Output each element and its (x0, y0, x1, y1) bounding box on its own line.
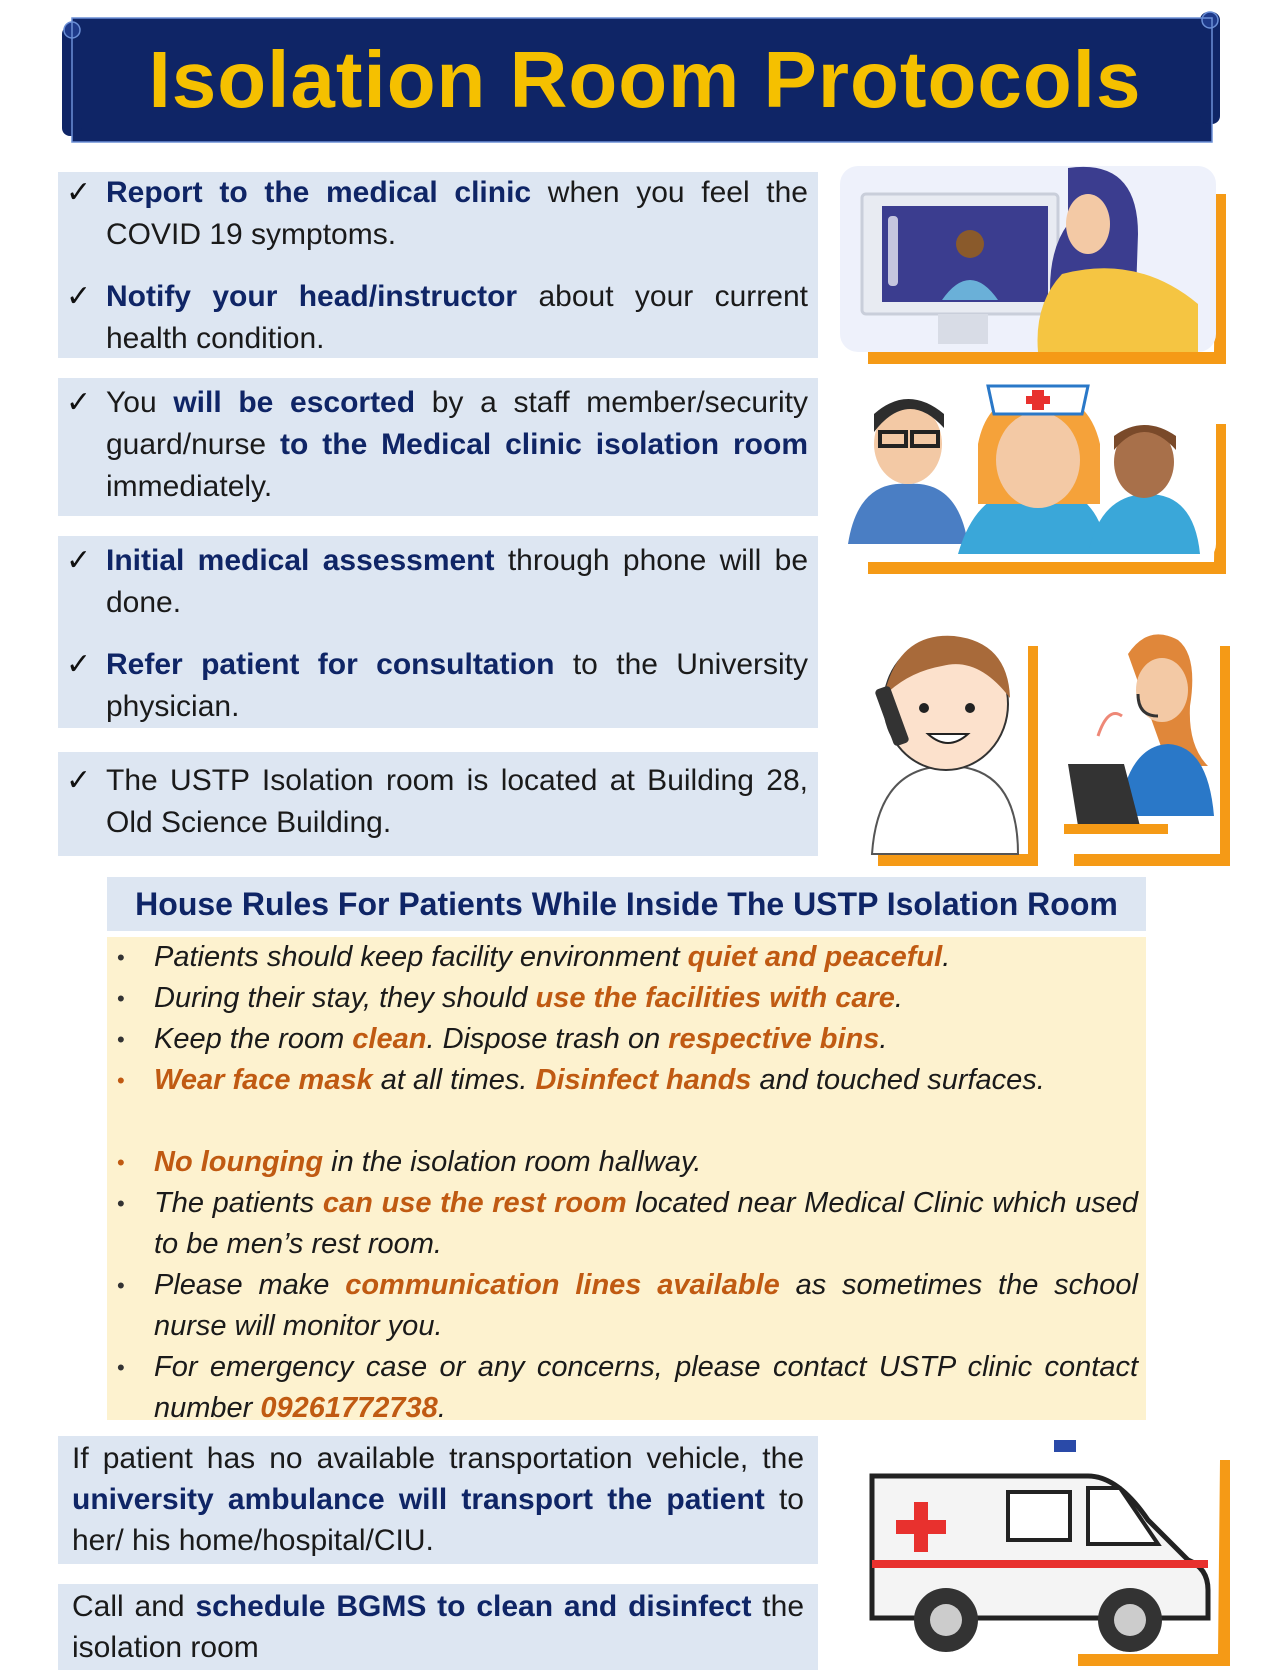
cleaning-note: Call and schedule BGMS to clean and disinfect the isolation room (58, 1584, 818, 1670)
protocol-panel-1 (58, 172, 818, 358)
list-item: • During their stay, they should use the facilities with care. (117, 982, 903, 1014)
protocol-item-location: ✓ The USTP Isolation room is located at Building 28, Old Science Building. (58, 760, 818, 844)
list-item: • The patients can use the rest room located near Medical Clinic which used to be men’s rest room. (117, 1187, 1138, 1260)
protocol-panel-4 (58, 752, 818, 856)
list-item: • Keep the room clean. Dispose trash on respective bins. (117, 1023, 888, 1055)
protocol-item-escort: ✓ You will be escorted by a staff member/security guard/nurse to the Medical clinic isolation room immediately. (58, 382, 818, 508)
check-icon: ✓ (66, 280, 92, 313)
protocol-item-refer: ✓ Refer patient for consultation to the University physician. (58, 644, 818, 728)
house-rules-heading: House Rules For Patients While Inside The USTP Isolation Room (107, 877, 1146, 931)
nurse-on-phone-illustration (858, 616, 1044, 872)
protocol-item-report: ✓ Report to the medical clinic when you feel the COVID 19 symptoms. (58, 172, 818, 256)
check-icon: ✓ (66, 544, 92, 577)
protocol-panel-2 (58, 378, 818, 516)
protocol-panel-3 (58, 536, 818, 728)
check-icon: ✓ (66, 648, 92, 681)
page-title: Isolation Room Protocols (148, 35, 1142, 124)
check-icon: ✓ (66, 764, 92, 797)
telehealth-illustration (838, 164, 1234, 374)
list-item: • No lounging in the isolation room hallway. (117, 1146, 702, 1178)
nurse-headset-laptop-illustration (1058, 616, 1234, 872)
list-item: • For emergency case or any concerns, please contact USTP clinic contact number 09261772738. (117, 1351, 1138, 1424)
check-icon: ✓ (66, 386, 92, 419)
list-item: • Wear face mask at all times. Disinfect hands and touched surfaces. (117, 1064, 1045, 1096)
medical-staff-illustration (838, 384, 1234, 584)
check-icon: ✓ (66, 176, 92, 209)
list-item: • Please make communication lines available as sometimes the school nurse will monitor you. (117, 1269, 1138, 1342)
ambulance-illustration (858, 1440, 1234, 1670)
protocol-item-assessment: ✓ Initial medical assessment through phone will be done. (58, 540, 818, 624)
protocol-item-notify: ✓ Notify your head/instructor about your current health condition. (58, 276, 818, 360)
house-rules-list (107, 937, 1146, 1424)
list-item: • Patients should keep facility environment quiet and peaceful. (117, 941, 951, 973)
transport-note: If patient has no available transportation vehicle, the university ambulance will transport the patient to her/ his home/hospital/CIU. (58, 1436, 818, 1564)
